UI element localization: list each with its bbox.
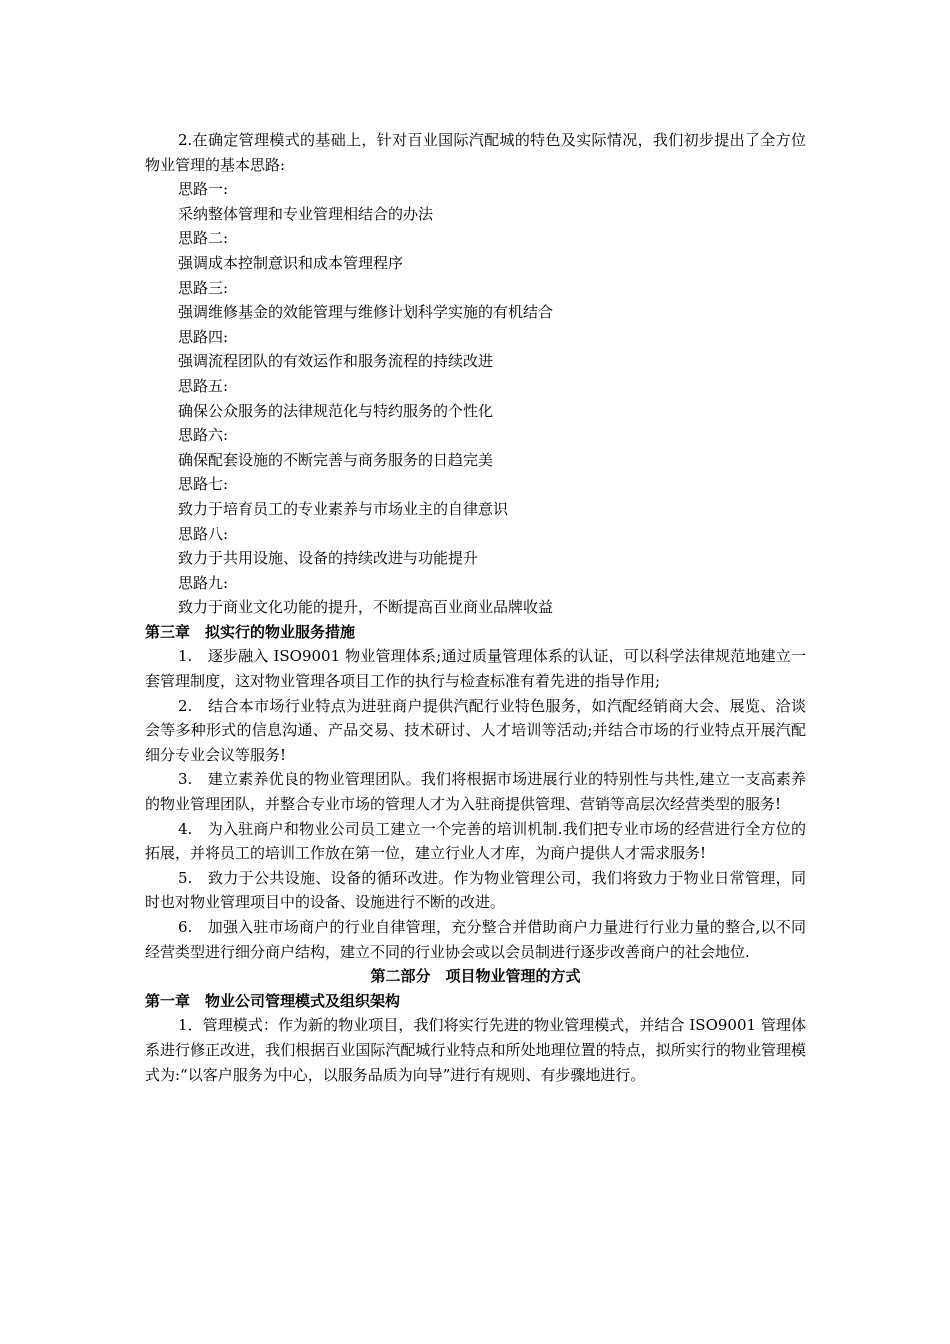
idea-text: 致力于培育员工的专业素养与市场业主的自律意识 — [178, 499, 509, 518]
idea-label: 思路九: — [178, 573, 229, 592]
intro-paragraph: 2.在确定管理模式的基础上，针对百业国际汽配城的特色及实际情况，我们初步提出了全方位物业管理的基本思路: — [145, 131, 806, 174]
idea-label: 思路二: — [178, 229, 229, 248]
idea-label: 思路一: — [178, 180, 229, 199]
idea-text: 致力于商业文化功能的提升，不断提高百业商业品牌收益 — [178, 598, 554, 617]
management-mode-paragraph: 1．管理模式：作为新的物业项目，我们将实行先进的物业管理模式，并结合 ISO9001 管理体系进行修正改进，我们根据百业国际汽配城行业特点和所处地理位置的特点，拟所实行的物业管理模式为:“以客户服务为中心，以服务品质为向导”进行有规则、有步骤地进行。 — [145, 1016, 806, 1084]
idea-text: 采纳整体管理和专业管理相结合的办法 — [178, 204, 434, 223]
chapter-3-measures — [145, 644, 806, 964]
idea-text: 确保配套设施的不断完善与商务服务的日趋完美 — [178, 450, 494, 469]
idea-text: 强调流程团队的有效运作和服务流程的持续改进 — [178, 352, 494, 371]
measure-item: 4. 为入驻商户和物业公司员工建立一个完善的培训机制.我们把专业市场的经营进行全方位的拓展，并将员工的培训工作放在第一位，建立行业人才库，为商户提供人才需求服务! — [145, 819, 806, 863]
idea-text: 强调成本控制意识和成本管理程序 — [178, 253, 404, 272]
idea-text: 确保公众服务的法律规范化与特约服务的个性化 — [178, 401, 494, 420]
idea-label: 思路三: — [178, 278, 229, 297]
idea-label: 思路七: — [178, 475, 229, 494]
measure-item: 2. 结合本市场行业特点为进驻商户提供汽配行业特色服务，如汽配经销商大会、展览、洽谈会等多种形式的信息沟通、产品交易、技术研讨、人才培训等活动;并结合市场的行业特点开展汽配细分专业会议等服务! — [145, 696, 806, 764]
part-2-heading: 第二部分 项目物业管理的方式 — [370, 967, 581, 986]
idea-label: 思路八: — [178, 524, 229, 543]
ideas-list — [145, 177, 806, 620]
measure-item: 3. 建立素养优良的物业管理团队。我们将根据市场进展行业的特别性与共性,建立一支高素养的物业管理团队，并整合专业市场的管理人才为入驻商提供管理、营销等高层次经营类型的服务! — [145, 770, 806, 814]
measure-item: 5. 致力于公共设施、设备的循环改进。作为物业管理公司，我们将致力于物业日常管理，同时也对物业管理项目中的设备、设施进行不断的改进。 — [145, 868, 806, 912]
idea-label: 思路四: — [178, 327, 229, 346]
idea-text: 致力于共用设施、设备的持续改进与功能提升 — [178, 549, 479, 568]
measure-item: 6. 加强入驻市场商户的行业自律管理，充分整合并借助商户力量进行行业力量的整合,以不同经营类型进行细分商户结构，建立不同的行业协会或以会员制进行逐步改善商户的社会地位. — [145, 918, 806, 961]
chapter-3-heading: 第三章 拟实行的物业服务措施 — [145, 622, 356, 641]
idea-label: 思路六: — [178, 426, 229, 445]
idea-label: 思路五: — [178, 376, 229, 395]
measure-item: 1. 逐步融入 ISO9001 物业管理体系;通过质量管理体系的认证，可以科学法律规范地建立一套管理制度，这对物业管理各项目工作的执行与检查标准有着先进的指导作用; — [145, 647, 806, 691]
idea-text: 强调维修基金的效能管理与维修计划科学实施的有机结合 — [178, 303, 554, 322]
part-2-chapter-1-heading: 第一章 物业公司管理模式及组织架构 — [145, 991, 401, 1010]
